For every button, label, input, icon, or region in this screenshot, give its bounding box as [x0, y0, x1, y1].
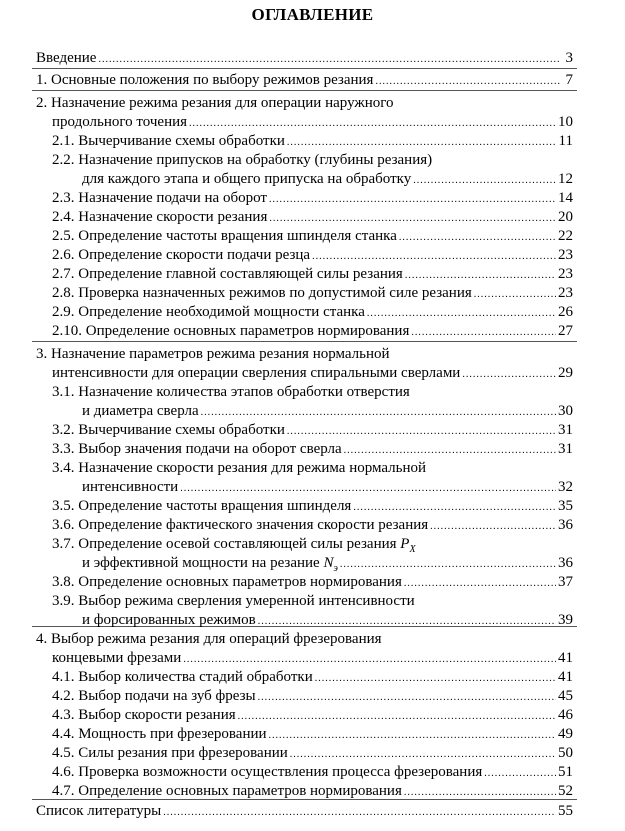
toc-entry-1[interactable]: 1. Основные положения по выбору режимов резания ..... 7 — [36, 71, 573, 90]
toc-entry-3-2[interactable]: 3.2. Вычерчивание схемы обработки ..... 31 — [52, 421, 573, 440]
toc-entry-4-7[interactable]: 4.7. Определение основных параметров нормирования ..... 52 — [52, 782, 573, 801]
toc-entry-intro[interactable]: Введение ..... 3 — [36, 49, 573, 68]
page-number: 41 — [558, 650, 573, 666]
page-number: 3 — [565, 50, 573, 66]
symbol-ne: $N_э$ — [323, 555, 338, 574]
page-number: 23 — [558, 285, 573, 301]
toc-entry-4-4[interactable]: 4.4. Мощность при фрезеровании ..... 49 — [52, 725, 573, 744]
toc-entry-2-6[interactable]: 2.6. Определение скорости подачи резца ..... 23 — [52, 246, 573, 265]
toc-entry-3-3[interactable]: 3.3. Выбор значения подачи на оборот сверла ..... 31 — [52, 440, 573, 459]
page-number: 45 — [558, 688, 573, 704]
symbol-px: $P_X$ — [400, 536, 416, 555]
page-number: 41 — [558, 669, 573, 685]
toc-entry-3-4-line1: 3.4. Назначение скорости резания для режима нормальной — [52, 460, 427, 476]
page-number: 7 — [565, 72, 573, 88]
page-number: 31 — [558, 441, 573, 457]
toc-entry-4-2[interactable]: 4.2. Выбор подачи на зуб фрезы ..... 45 — [52, 687, 573, 706]
toc-entry-references[interactable]: Список литературы ..... 55 — [36, 802, 573, 821]
toc-entry-4-3[interactable]: 4.3. Выбор скорости резания ..... 46 — [52, 706, 573, 725]
toc-entry-3-5[interactable]: 3.5. Определение частоты вращения шпинделя ..... 35 — [52, 497, 573, 516]
toc-entry-2-10[interactable]: 2.10. Определение основных параметров нормирования ..... 27 — [52, 322, 573, 341]
toc-entry-3-9[interactable]: и форсированных режимов ..... 39 — [82, 611, 573, 630]
page-number: 22 — [558, 228, 573, 244]
page-number: 39 — [558, 612, 573, 628]
toc-entry-4[interactable]: концевыми фрезами ..... 41 — [52, 649, 573, 668]
toc-entry-4-1[interactable]: 4.1. Выбор количества стадий обработки ..... 41 — [52, 668, 573, 687]
page-number: 51 — [558, 764, 573, 780]
toc-entry-3-4[interactable]: интенсивности ..... 32 — [82, 478, 573, 497]
page-number: 20 — [558, 209, 573, 225]
toc-entry-3-1[interactable]: и диаметра сверла ..... 30 — [82, 402, 573, 421]
page-number: 29 — [558, 365, 573, 381]
page-number: 30 — [558, 403, 573, 419]
page-number: 46 — [558, 707, 573, 723]
page-number: 27 — [558, 323, 573, 339]
toc-entry-3-9-line1: 3.9. Выбор режима сверления умеренной интенсивности — [52, 593, 415, 609]
toc-entry-2-2[interactable]: для каждого этапа и общего припуска на обработку ..... 12 — [82, 170, 573, 189]
toc-entry-3-7[interactable]: и эффективной мощности на резание $N_э$ ..... 36 — [82, 554, 573, 573]
page-number: 55 — [558, 803, 573, 819]
page-number: 11 — [558, 133, 573, 149]
page-number: 52 — [558, 783, 573, 799]
toc-entry-3-6[interactable]: 3.6. Определение фактического значения скорости резания ..... 36 — [52, 516, 573, 535]
toc-entry-3-7-line1: 3.7. Определение осевой составляющей силы резания $P_X$ — [52, 536, 416, 555]
toc-entry-4-5[interactable]: 4.5. Силы резания при фрезеровании ..... 50 — [52, 744, 573, 763]
toc-entry-2-2-line1: 2.2. Назначение припусков на обработку (глубины резания) — [52, 152, 433, 168]
toc-entry-3-1-line1: 3.1. Назначение количества этапов обработки отверстия — [52, 384, 410, 400]
toc-entry-2-5[interactable]: 2.5. Определение частоты вращения шпинделя станка ..... 22 — [52, 227, 573, 246]
page-number: 23 — [558, 247, 573, 263]
toc-entry-2-8[interactable]: 2.8. Проверка назначенных режимов по допустимой силе резания ..... 23 — [52, 284, 573, 303]
page-number: 31 — [558, 422, 573, 438]
toc-entry-4-6[interactable]: 4.6. Проверка возможности осуществления процесса фрезерования ..... 51 — [52, 763, 573, 782]
toc-entry-2-1[interactable]: 2.1. Вычерчивание схемы обработки ..... 11 — [52, 132, 573, 151]
toc-entry-3[interactable]: интенсивности для операции сверления спиральными сверлами ..... 29 — [52, 364, 573, 383]
page-number: 12 — [558, 171, 573, 187]
toc-title: ОГЛАВЛЕНИЕ — [251, 5, 374, 24]
toc-entry-3-line1: 3. Назначение параметров режима резания нормальной — [36, 346, 390, 362]
toc-entry-2[interactable]: продольного точения ..... 10 — [52, 113, 573, 132]
toc-entry-2-4[interactable]: 2.4. Назначение скорости резания ..... 20 — [52, 208, 573, 227]
page-number: 50 — [558, 745, 573, 761]
page-number: 23 — [558, 266, 573, 282]
page-number: 14 — [558, 190, 573, 206]
toc-entry-4-line1: 4. Выбор режима резания для операций фрезерования — [36, 631, 382, 647]
page-number: 37 — [558, 574, 573, 590]
page-number: 35 — [558, 498, 573, 514]
toc-entry-2-7[interactable]: 2.7. Определение главной составляющей силы резания ..... 23 — [52, 265, 573, 284]
toc-entry-2-line1: 2. Назначение режима резания для операции наружного — [36, 95, 394, 111]
page-number: 49 — [558, 726, 573, 742]
page-number: 32 — [558, 479, 573, 495]
page-number: 26 — [558, 304, 573, 320]
page-number: 36 — [558, 517, 573, 533]
toc-entry-2-9[interactable]: 2.9. Определение необходимой мощности станка ..... 26 — [52, 303, 573, 322]
page-number: 36 — [558, 555, 573, 571]
toc-entry-3-8[interactable]: 3.8. Определение основных параметров нормирования ..... 37 — [52, 573, 573, 592]
toc-entry-2-3[interactable]: 2.3. Назначение подачи на оборот ..... 14 — [52, 189, 573, 208]
page-number: 10 — [558, 114, 573, 130]
